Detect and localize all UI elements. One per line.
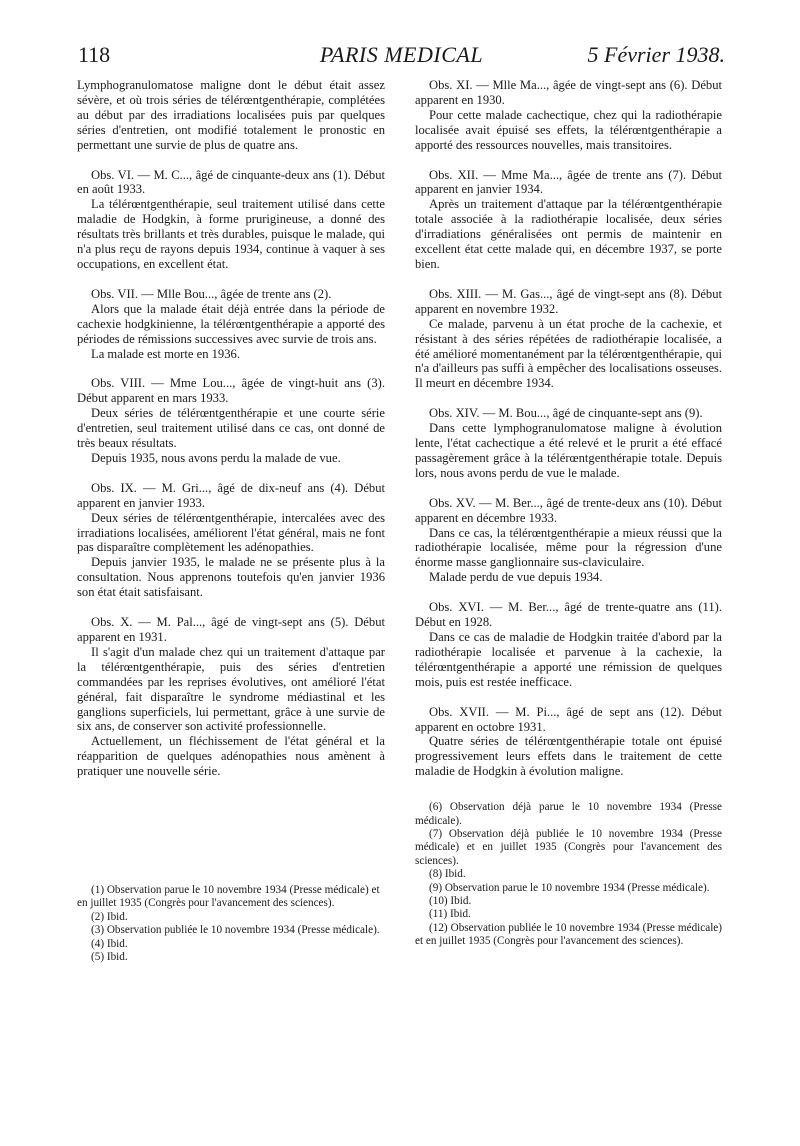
footnote-1: (1) Observation parue le 10 novembre 1934 (Presse médicale) et en juillet 1935 (Congrès pour l'avancement des sciences). bbox=[77, 884, 380, 910]
obs-13-heading: Obs. XIII. — M. Gas..., âgé de vingt-sept ans (8). Début apparent en novembre 1932. bbox=[415, 286, 722, 316]
footnote-8: (8) Ibid. bbox=[429, 868, 466, 881]
page-header bbox=[78, 42, 725, 76]
footnote-10: (10) Ibid. bbox=[429, 895, 472, 907]
obs-17-heading: Obs. XVII. — M. Pi..., âgé de sept ans (12). Début apparent en octobre 1931. bbox=[415, 704, 722, 734]
footnote-9: (9) Observation parue le 10 novembre 1934 (Presse médicale). bbox=[429, 881, 710, 894]
obs-15-outcome: Malade perdu de vue depuis 1934. bbox=[429, 570, 603, 585]
footnote-5: (5) Ibid. bbox=[91, 951, 128, 964]
left-footnotes bbox=[77, 884, 385, 964]
obs-10-heading: Obs. X. — M. Pal..., âgé de vingt-sept ans (5). Début apparent en 1931. bbox=[77, 615, 385, 644]
page-number: 118 bbox=[78, 42, 111, 67]
obs-8-text: Deux séries de télérœntgenthérapie et une courte série d'entretien, seul traitement utilisé dans ce cas, ont donné de très beaux résultats. bbox=[77, 406, 385, 451]
obs-7-heading: Obs. VII. — Mlle Bou..., âgée de trente ans (2). bbox=[91, 286, 332, 301]
obs-10-text: Il s'agit d'un malade chez qui un traitement d'attaque par la télérœntgenthérapie, puis des séries d'entretien commandées par les reprises évolutives, ont amélioré l'état général, fait disparaître le syndrome médiastinal et les ganglions superficiels, lui permettant, grâce à une survie de six ans, de conserver son activité professionnelle. bbox=[77, 644, 385, 734]
footnote-3: (3) Observation publiée le 10 novembre 1934 (Presse médicale). bbox=[91, 924, 380, 937]
left-column bbox=[77, 78, 385, 779]
footnote-11: (11) Ibid. bbox=[429, 908, 471, 921]
obs-13-text: Ce malade, parvenu à un état proche de la cachexie, et résistant à des séries répétées de radiothérapie localisée, a été amélioré momentanément par la télérœntgenthérapie, qui n'a d'ailleurs pas suffi à empêcher des localisations osseuses. Il meurt en décembre 1934. bbox=[415, 316, 722, 391]
obs-16-text: Dans ce cas de maladie de Hodgkin traitée d'abord par la radiothérapie localisée et parvenue à la cachexie, la télérœntgenthérapie a apporté une rémission de quelques mois, puis est restée inefficace. bbox=[415, 630, 722, 689]
obs-8-outcome: Depuis 1935, nous avons perdu la malade de vue. bbox=[91, 450, 341, 465]
obs-7-outcome: La malade est morte en 1936. bbox=[91, 346, 240, 361]
running-title: PARIS MEDICAL bbox=[319, 42, 484, 67]
footnote-6: (6) Observation déjà parue le 10 novembre 1934 (Presse médicale). bbox=[415, 801, 722, 827]
right-footnotes bbox=[415, 801, 722, 948]
obs-8-heading: Obs. VIII. — Mme Lou..., âgée de vingt-huit ans (3). Début apparent en mars 1933. bbox=[77, 376, 385, 406]
obs-14-heading: Obs. XIV. — M. Bou..., âgé de cinquante-sept ans (9). bbox=[429, 406, 703, 421]
obs-15-heading: Obs. XV. — M. Ber..., âgé de trente-deux ans (10). Début apparent en décembre 1933. bbox=[415, 495, 722, 525]
obs-6-text: La télérœntgenthérapie, seul traitement utilisé dans cette maladie de Hodgkin, à forme prurigineuse, a donné des résultats très brillants et très durables, puisque le malade, qui n'a plus reçu de rayons depuis 1934, continue à vaquer à ses occupations, en excellent état. bbox=[77, 197, 385, 271]
obs-11-text: Pour cette malade cachectique, chez qui la radiothérapie localisée avait épuisé ses effets, la télérœntgenthérapie a apporté des ressources nouvelles, mais transitoires. bbox=[415, 107, 722, 152]
obs-15-text: Dans ce cas, la télérœntgenthérapie a mieux réussi que la radiothérapie localisée, même pour la régression d'une énorme masse ganglionnaire sus-claviculaire. bbox=[415, 525, 722, 570]
obs-14-text: Dans cette lymphogranulomatose maligne à évolution lente, l'état cachectique a été relevé et le prurit a été effacé passagèrement grâce à la télérœntgenthérapie totale. Depuis lors, nous avons perdu de vue le malade. bbox=[415, 421, 722, 480]
footnote-4: (4) Ibid. bbox=[91, 937, 128, 950]
obs-11-heading: Obs. XI. — Mlle Ma..., âgée de vingt-sept ans (6). Début apparent en 1930. bbox=[415, 78, 722, 107]
issue-date: 5 Février 1938. bbox=[587, 42, 725, 67]
right-column bbox=[415, 78, 722, 949]
obs-9-heading: Obs. IX. — M. Gri..., âgé de dix-neuf ans (4). Début apparent en janvier 1933. bbox=[77, 480, 385, 510]
obs-12-heading: Obs. XII. — Mme Ma..., âgée de trente ans (7). Début apparent en janvier 1934. bbox=[415, 167, 722, 197]
footnote-2: (2) Ibid. bbox=[91, 910, 128, 923]
obs-9-text: Deux séries de télérœntgenthérapie, intercalées avec des irradiations localisées, améliorent l'état général, mais ne font pas disparaître complètement les adénopathies. bbox=[77, 510, 385, 555]
footnote-7: (7) Observation déjà publiée le 10 novembre 1934 (Presse médicale) et en juillet 1935 (Congrès pour l'avancement des sciences). bbox=[415, 827, 722, 867]
obs-10-outcome: Actuellement, un fléchissement de l'état général et la réapparition de quelques adénopathies nous amènent à pratiquer une nouvelle série. bbox=[77, 734, 385, 779]
obs-12-text: Après un traitement d'attaque par la télérœntgenthérapie totale associée à la radiothérapie localisée, deux séries d'irradiations généralisées ont permis de maintenir en excellent état cette malade qui, en décembre 1937, se porte bien. bbox=[415, 197, 722, 271]
obs-17-text: Quatre séries de télérœntgenthérapie totale ont épuisé progressivement leurs effets dans le traitement de cette maladie de Hodgkin à évolution maligne. bbox=[415, 734, 722, 779]
obs-9-outcome: Depuis janvier 1935, le malade ne se présente plus à la consultation. Nous apprenons toutefois qu'en janvier 1936 son état était satisfaisant. bbox=[77, 555, 385, 600]
footnote-12: (12) Observation publiée le 10 novembre 1934 (Presse médicale) et en juillet 1935 (Congrès pour l'avancement des sciences). bbox=[415, 921, 722, 948]
intro-paragraph: Lymphogranulomatose maligne dont le début était assez sévère, et où trois séries de télérœntgenthérapie, complétées au début par des irradiations localisées puis par quelques séries d'entretien, ont modifié totalement le pronostic en permettant une survie de plus de quatre ans. bbox=[77, 78, 385, 152]
obs-16-heading: Obs. XVI. — M. Ber..., âgé de trente-quatre ans (11). Début en 1928. bbox=[415, 600, 722, 630]
obs-7-text: Alors que la malade était déjà entrée dans la période de cachexie hodgkinienne, la télérœntgenthérapie a apporté des périodes de rémissions successives avec survie de trois ans. bbox=[77, 301, 385, 346]
obs-6-heading: Obs. VI. — M. C..., âgé de cinquante-deux ans (1). Début en août 1933. bbox=[77, 167, 385, 197]
